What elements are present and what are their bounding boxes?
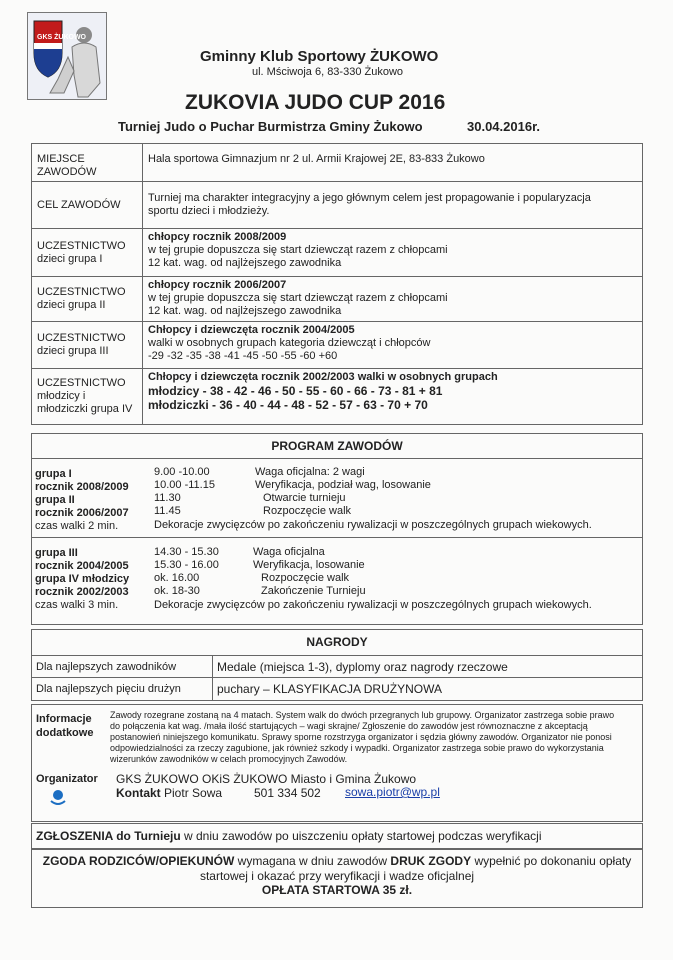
row-value xyxy=(143,322,643,369)
group-text-2: 12 kat. wag. od najlżejszego zawodnika xyxy=(148,257,342,269)
event: Rozpoczęcie walk xyxy=(263,505,352,517)
additional-text xyxy=(110,710,614,765)
consent-line-1 xyxy=(32,854,642,868)
program-block-2 xyxy=(35,547,129,612)
info-line: do połączenia kat wag. /mała ilość startujących – wagi skrajne/ Zgłoszenie do zawodów jest równoznaczne z akceptacją xyxy=(110,721,588,731)
group-name: grupa III xyxy=(35,547,78,559)
consent-heading: ZGODA RODZICÓW/OPIEKUNÓW xyxy=(42,854,235,868)
table-row xyxy=(32,229,643,277)
awards-heading: NAGRODY xyxy=(306,635,368,649)
venue-text: Hala sportowa Gimnazjum nr 2 ul. Armii Krajowej 2E, 83-833 Żukowo xyxy=(148,153,485,165)
time: 10.00 -11.15 xyxy=(154,479,215,491)
divider xyxy=(32,537,642,538)
logo-text: GKS ŻUKOWO xyxy=(37,34,86,41)
consent-text: wymagana w dniu zawodów xyxy=(237,854,388,868)
ceremony-note: Dekoracje zwycięzców po zakończeniu rywalizacji w poszczególnych grupach wiekowych. xyxy=(154,599,592,611)
award-label: Dla najlepszych pięciu drużyn xyxy=(36,683,181,695)
divider xyxy=(32,655,642,656)
event: Weryfikacja, losowanie xyxy=(253,559,365,571)
time: 11.45 xyxy=(154,505,181,517)
time: 14.30 - 15.30 xyxy=(154,546,219,558)
consent-form: DRUK ZGODY xyxy=(390,854,472,868)
group-heading: Chłopcy i dziewczęta rocznik 2004/2005 xyxy=(148,324,355,336)
contact-email-link[interactable]: sowa.piotr@wp.pl xyxy=(345,785,440,799)
starting-fee: OPŁATA STARTOWA 35 zł. xyxy=(261,883,413,897)
award-value: puchary – KLASYFIKACJA DRUŻYNOWA xyxy=(217,682,442,696)
program-section xyxy=(31,433,643,625)
row-value xyxy=(143,182,643,229)
organizer-label: Organizator xyxy=(36,773,98,785)
contact-phone: 501 334 502 xyxy=(254,786,321,800)
row-value xyxy=(143,144,643,182)
weight-categories: -29 -32 -35 -38 -41 -45 -50 -55 -60 +60 xyxy=(148,350,338,362)
divider xyxy=(32,458,642,459)
consent-line-2: startowej i okazać przy weryfikacji i wadze oficjalnej xyxy=(199,869,475,883)
event: Otwarcie turnieju xyxy=(263,492,346,504)
awards-section xyxy=(31,629,643,701)
girls-categories: młodziczki - 36 - 40 - 44 - 48 - 52 - 57 - 63 - 70 + 70 xyxy=(148,398,428,412)
group-name: grupa I xyxy=(35,468,72,480)
schedule-times-2 xyxy=(154,546,219,598)
schedule-events-2 xyxy=(253,546,366,598)
info-line: postanowień niniejszego komunikatu. Sprawy sporne rozstrzyga organizator i sędzia główny zawodów. Organizator nie ponosi xyxy=(110,732,612,742)
goal-text-2: sportu dzieci i młodzieży. xyxy=(148,205,270,217)
time: 9.00 -10.00 xyxy=(154,466,210,478)
consent-section xyxy=(31,849,643,908)
group-heading: chłopcy rocznik 2006/2007 xyxy=(148,279,287,291)
group-text-1: w tej grupie dopuszcza się start dziewcząt razem z chłopcami xyxy=(148,244,448,256)
club-logo xyxy=(27,12,107,100)
info-line: odpowiedzialności za rzeczy zagubione, jak również szkody i wypadki. Organizator zastrzega sobie prawo do wykorzystania xyxy=(110,743,604,753)
event: Zakończenie Turnieju xyxy=(261,585,366,597)
group-name: grupa IV młodzicy xyxy=(35,573,130,585)
info-table xyxy=(31,143,643,425)
ceremony-note: Dekoracje zwycięzców po zakończeniu rywalizacji w poszczególnych grupach wiekowych. xyxy=(154,519,592,531)
schedule-events-1 xyxy=(255,466,431,518)
contact-label: Kontakt xyxy=(116,786,161,800)
fight-duration: czas walki 2 min. xyxy=(35,520,119,532)
award-value: Medale (miejsca 1-3), dyplomy oraz nagrody rzeczowe xyxy=(217,660,508,674)
table-row xyxy=(32,322,643,369)
additional-label: dodatkowe xyxy=(36,727,94,739)
row-label xyxy=(32,369,143,425)
consent-text: wypełnić po dokonaniu opłaty xyxy=(474,854,632,868)
registration-text: w dniu zawodów po uiszczeniu opłaty startowej podczas weryfikacji xyxy=(184,829,542,843)
group-text-1: w tej grupie dopuszcza się start dziewcząt razem z chłopcami xyxy=(148,292,448,304)
event: Waga oficjalna: 2 wagi xyxy=(255,466,365,478)
award-label: Dla najlepszych zawodników xyxy=(36,661,177,673)
column-divider xyxy=(212,655,213,700)
program-heading: PROGRAM ZAWODÓW xyxy=(271,439,403,453)
group-year: rocznik 2008/2009 xyxy=(35,481,129,493)
goal-text-1: Turniej ma charakter integracyjny a jego głównym celem jest propagowanie i popularyzacja xyxy=(148,192,591,204)
group-label: UCZESTNICTWO dzieci grupa III xyxy=(37,332,126,357)
row-label: MIEJSCE ZAWODÓW xyxy=(32,144,143,182)
program-block-1 xyxy=(35,468,129,533)
table-row xyxy=(32,182,643,229)
table-row xyxy=(32,369,643,425)
event-title: ZUKOVIA JUDO CUP 2016 xyxy=(185,91,446,114)
group-heading: Chłopcy i dziewczęta rocznik 2002/2003 walki w osobnych grupach xyxy=(148,371,498,383)
time: 15.30 - 16.00 xyxy=(154,559,219,571)
event: Waga oficjalna xyxy=(253,546,325,558)
registration-heading: ZGŁOSZENIA do Turnieju xyxy=(36,829,181,843)
table-row xyxy=(32,277,643,322)
row-label: CEL ZAWODÓW xyxy=(32,182,143,229)
group-name: grupa II xyxy=(35,494,75,506)
time: ok. 16.00 xyxy=(154,572,200,584)
row-value xyxy=(143,369,643,425)
info-line: Zawody rozegrane zostaną na 4 matach. System walk do dwóch przegranych lub grupowy. Organizator zastrzega sobie prawo xyxy=(110,710,615,720)
event: Rozpoczęcie walk xyxy=(261,572,350,584)
group-text-2: 12 kat. wag. od najlżejszego zawodnika xyxy=(148,305,342,317)
organizer-text: GKS ŻUKOWO OKiS ŻUKOWO Miasto i Gmina Żukowo xyxy=(116,772,417,786)
boys-categories: młodzicy - 38 - 42 - 46 - 50 - 55 - 60 - 66 - 73 - 81 + 81 xyxy=(148,384,443,398)
fight-duration: czas walki 3 min. xyxy=(35,599,119,611)
additional-section xyxy=(31,704,643,822)
divider xyxy=(32,677,642,678)
row-value xyxy=(143,277,643,322)
row-label xyxy=(32,322,143,369)
row-label xyxy=(32,229,143,277)
group-label: UCZESTNICTWO dzieci grupa I xyxy=(37,239,126,265)
event: Weryfikacja, podział wag, losowanie xyxy=(255,479,431,491)
row-value xyxy=(143,229,643,277)
group-year: rocznik 2006/2007 xyxy=(35,507,129,519)
group-year: rocznik 2004/2005 xyxy=(35,560,129,572)
row-label xyxy=(32,277,143,322)
club-name: Gminny Klub Sportowy ŻUKOWO xyxy=(200,48,439,65)
time: 11.30 xyxy=(154,492,181,504)
contact-line xyxy=(116,786,222,800)
group-label: UCZESTNICTWO dzieci grupa II xyxy=(37,286,126,311)
group-heading: chłopcy rocznik 2008/2009 xyxy=(148,231,287,243)
event-date: 30.04.2016r. xyxy=(467,119,541,134)
registration-section xyxy=(31,823,643,849)
club-address: ul. Mściwoja 6, 83-330 Żukowo xyxy=(252,66,404,78)
registration-line xyxy=(36,829,542,843)
contact-name: Piotr Sowa xyxy=(164,786,223,800)
schedule-times-1 xyxy=(154,466,215,518)
group-label: UCZESTNICTWO młodzicy i młodziczki grupa IV xyxy=(37,377,133,415)
event-subtitle: Turniej Judo o Puchar Burmistrza Gminy Żukowo xyxy=(118,119,423,134)
table-row xyxy=(32,144,643,182)
group-text-1: walki w osobnych grupach kategoria dziewcząt i chłopców xyxy=(148,337,431,349)
time: ok. 18-30 xyxy=(154,585,200,597)
organizer-logo xyxy=(48,787,68,809)
group-year: rocznik 2002/2003 xyxy=(35,586,129,598)
additional-label: Informacje xyxy=(36,713,92,725)
info-line: wizerunków zawodników w celach promocyjnych Zawodów. xyxy=(110,754,348,764)
